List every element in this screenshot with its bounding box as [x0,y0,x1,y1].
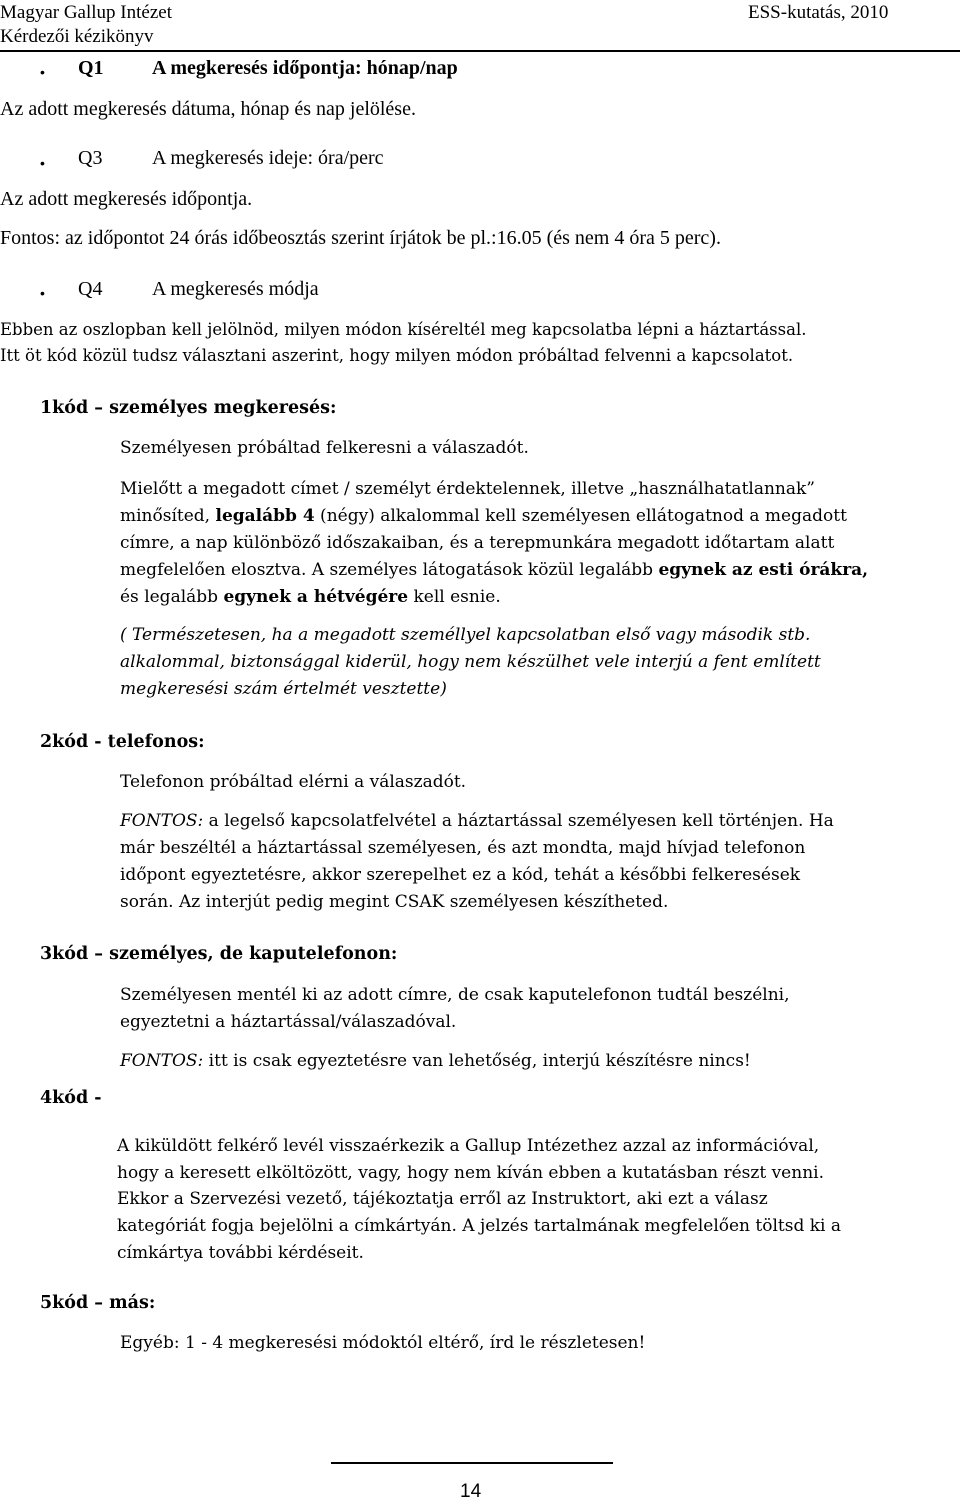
kod1-p1-line3: címre, a nap különböző időszakaiban, és a terepmunkára megadott időtartam alatt [120,533,835,553]
kod1-p1-line4-a: megfelelően elosztva. A személyes látogatások közül legalább [120,560,659,580]
q3-bullet: • [40,155,45,171]
kod1-p1-line5-bold: egynek a hétvégére [223,587,409,607]
q4-title: A megkeresés módja [152,278,319,300]
q4-line2: Itt öt kód közül tudsz választani aszerint, hogy milyen módon próbáltad felvenni a kapcsolatot. [0,346,794,365]
kod1-p1-line5 [120,587,501,607]
header-study: ESS-kutatás, 2010 [748,2,889,23]
kod1-p1-line4-bold: egynek az esti órákra, [658,560,869,580]
q4-bullet: • [40,285,45,301]
kod1-note-line1: ( Természetesen, ha a megadott személlyel kapcsolatban első vagy második stb. [120,625,811,645]
page-number: 14 [460,1481,482,1502]
kod1-note-line2: alkalommal, biztonsággal kiderül, hogy nem készülhet vele interjú a fent említett [120,652,821,672]
header-rule [0,50,960,52]
kod4-line1: A kiküldött felkérő levél visszaérkezik a Gallup Intézethez azzal az információval, [117,1136,820,1156]
kod4-line2: hogy a keresett elköltözött, vagy, hogy nem kíván ebben a kutatásban részt venni. [117,1163,824,1183]
header-subtitle: Kérdezői kézikönyv [0,26,154,47]
q1-text: Az adott megkeresés dátuma, hónap és nap jelölése. [0,98,416,120]
kod3-heading: 3kód – személyes, de kaputelefonon: [40,944,398,964]
q3-line1: Az adott megkeresés időpontja. [0,188,253,210]
kod1-p1-line2-c: (négy) alkalommal kell személyesen ellátogatnod a megadott [314,506,847,526]
kod3-fontos-text: itt is csak egyeztetésre van lehetőség, interjú készítésre nincs! [203,1051,751,1071]
kod2-fontos-line1 [120,811,834,831]
q1-title: A megkeresés időpontja: hónap/nap [152,57,458,79]
q3-code: Q3 [78,147,103,169]
kod2-fontos-line4: során. Az interjút pedig megint CSAK személyesen készítheted. [120,892,669,912]
q4-line1: Ebben az oszlopban kell jelölnöd, milyen módon kíséreltél meg kapcsolatba lépni a háztartással. [0,320,807,339]
kod1-p1-line1: Mielőtt a megadott címet / személyt érdektelennek, illetve „használhatatlannak” [120,479,815,499]
kod3-desc-line1: Személyesen mentél ki az adott címre, de csak kaputelefonon tudtál beszélni, [120,985,790,1005]
kod5-desc: Egyéb: 1 - 4 megkeresési módoktól eltérő, írd le részletesen! [120,1333,646,1353]
kod3-fontos [120,1051,751,1071]
kod1-p1-line5-a: és legalább [120,587,224,607]
q3-title: A megkeresés ideje: óra/perc [152,147,384,169]
kod2-fontos-label: FONTOS: [120,811,204,831]
q4-code: Q4 [78,278,103,300]
kod4-line5: címkártya további kérdéseit. [117,1243,364,1263]
kod2-fontos-line3: időpont egyeztetésre, akkor szerepelhet ez a kód, tehát a későbbi felkeresések [120,865,801,885]
kod5-heading: 5kód – más: [40,1293,156,1313]
kod4-line4: kategóriát fogja bejelölni a címkártyán. A jelzés tartalmának megfelelően töltsd ki a [117,1216,842,1236]
kod1-p1-line2 [120,506,847,526]
kod1-p1-line2-a: minősíted, [120,506,216,526]
header-org: Magyar Gallup Intézet [0,2,172,23]
kod1-p1-line4 [120,560,868,580]
kod2-desc: Telefonon próbáltad elérni a válaszadót. [120,772,467,792]
kod1-p1-line2-bold: legalább 4 [215,506,315,526]
kod1-note-line3: megkeresési szám értelmét vesztette) [120,679,447,699]
q1-code: Q1 [78,57,104,79]
kod4-heading: 4kód - [40,1088,102,1108]
q1-bullet: • [40,64,45,80]
kod3-desc-line2: egyeztetni a háztartással/válaszadóval. [120,1012,457,1032]
kod1-p1-line5-c: kell esnie. [408,587,501,607]
kod2-heading: 2kód - telefonos: [40,732,205,752]
footer-rule [331,1462,613,1464]
kod2-fontos-line2: már beszéltél a háztartással személyesen, és azt mondta, majd hívjad telefonon [120,838,806,858]
kod2-fontos-text1: a legelső kapcsolatfelvétel a háztartással személyesen kell történjen. Ha [203,811,834,831]
kod1-desc: Személyesen próbáltad felkeresni a válaszadót. [120,438,529,458]
kod1-heading: 1kód – személyes megkeresés: [40,398,337,418]
kod4-line3: Ekkor a Szervezési vezető, tájékoztatja erről az Instruktort, aki ezt a válasz [117,1189,768,1209]
q3-line2: Fontos: az időpontot 24 órás időbeosztás szerint írjátok be pl.:16.05 (és nem 4 óra 5 perc). [0,227,721,249]
kod3-fontos-label: FONTOS: [120,1051,204,1071]
